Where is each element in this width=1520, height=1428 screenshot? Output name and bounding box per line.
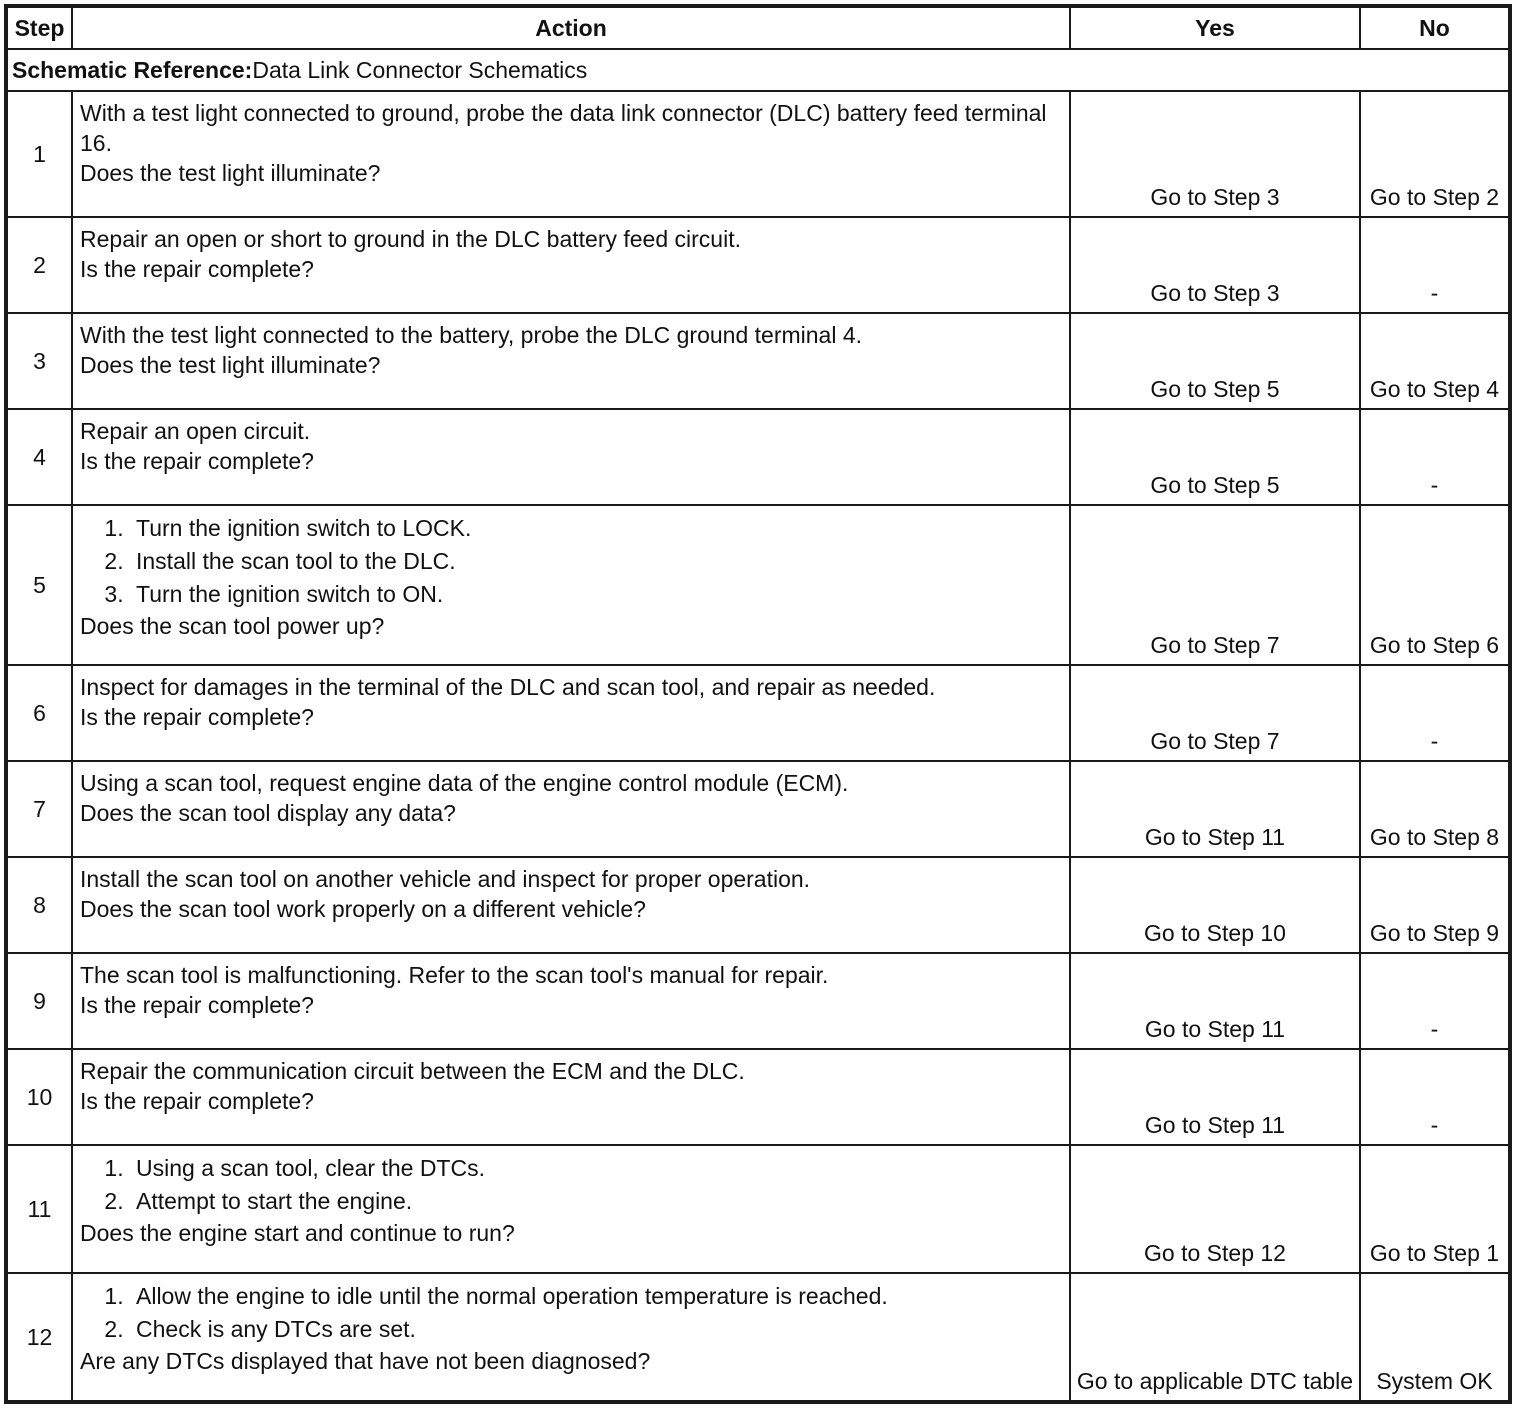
no-result: Go to Step 8	[1360, 761, 1509, 857]
action-cell	[72, 1273, 1070, 1401]
yes-result: Go to Step 7	[1070, 505, 1360, 665]
step-number: 9	[7, 953, 72, 1049]
step-number: 1	[7, 91, 72, 217]
step-row	[7, 1273, 1509, 1401]
action-question: Does the engine start and continue to run?	[80, 1220, 515, 1246]
action-text: Repair an open or short to ground in the DLC battery feed circuit.	[80, 226, 741, 252]
step-number: 3	[7, 313, 72, 409]
action-cell	[72, 761, 1070, 857]
no-result: Go to Step 1	[1360, 1145, 1509, 1273]
step-row	[7, 313, 1509, 409]
schematic-reference-row	[7, 49, 1509, 91]
action-step-item: 1. Turn the ignition switch to LOCK.	[130, 512, 1061, 545]
step-row	[7, 857, 1509, 953]
action-cell	[72, 409, 1070, 505]
step-number: 7	[7, 761, 72, 857]
step-row	[7, 953, 1509, 1049]
no-result: Go to Step 6	[1360, 505, 1509, 665]
yes-result: Go to Step 11	[1070, 953, 1360, 1049]
step-row	[7, 761, 1509, 857]
yes-result: Go to Step 10	[1070, 857, 1360, 953]
step-number: 4	[7, 409, 72, 505]
action-question: Are any DTCs displayed that have not been diagnosed?	[80, 1348, 651, 1374]
header-yes: Yes	[1070, 7, 1360, 49]
no-result: Go to Step 4	[1360, 313, 1509, 409]
action-step-item: 2. Check is any DTCs are set.	[130, 1313, 1061, 1346]
action-text: The scan tool is malfunctioning. Refer to the scan tool's manual for repair.	[80, 962, 829, 988]
action-step-item: 2. Install the scan tool to the DLC.	[130, 545, 1061, 578]
action-cell	[72, 91, 1070, 217]
step-row	[7, 1049, 1509, 1145]
yes-result: Go to Step 12	[1070, 1145, 1360, 1273]
step-row	[7, 1145, 1509, 1273]
step-row	[7, 217, 1509, 313]
action-cell	[72, 1145, 1070, 1273]
diagnostic-table	[6, 6, 1510, 1402]
action-cell	[72, 505, 1070, 665]
yes-result: Go to Step 3	[1070, 91, 1360, 217]
action-text: Repair the communication circuit between the ECM and the DLC.	[80, 1058, 745, 1084]
action-question: Is the repair complete?	[80, 448, 314, 474]
yes-result: Go to Step 5	[1070, 409, 1360, 505]
step-number: 12	[7, 1273, 72, 1401]
action-question: Is the repair complete?	[80, 1088, 314, 1114]
step-row	[7, 409, 1509, 505]
action-text: Repair an open circuit.	[80, 418, 311, 444]
action-text: Install the scan tool on another vehicle and inspect for proper operation.	[80, 866, 811, 892]
action-step-item: 1. Using a scan tool, clear the DTCs.	[130, 1152, 1061, 1185]
action-text: With the test light connected to the battery, probe the DLC ground terminal 4.	[80, 322, 863, 348]
action-cell	[72, 217, 1070, 313]
action-steps-list	[80, 1280, 1061, 1346]
yes-result: Go to Step 7	[1070, 665, 1360, 761]
action-steps-list	[80, 1152, 1061, 1218]
step-number: 8	[7, 857, 72, 953]
no-result: -	[1360, 1049, 1509, 1145]
yes-result: Go to Step 11	[1070, 761, 1360, 857]
action-question: Does the scan tool display any data?	[80, 800, 456, 826]
action-question: Does the scan tool power up?	[80, 613, 385, 639]
step-row	[7, 665, 1509, 761]
action-step-item: 3. Turn the ignition switch to ON.	[130, 578, 1061, 611]
header-row	[7, 7, 1509, 49]
action-question: Does the test light illuminate?	[80, 160, 381, 186]
action-cell	[72, 953, 1070, 1049]
header-step: Step	[7, 7, 72, 49]
schematic-reference-link[interactable]: Data Link Connector Schematics	[252, 56, 588, 83]
action-steps-list	[80, 512, 1061, 611]
step-row	[7, 91, 1509, 217]
step-number: 10	[7, 1049, 72, 1145]
action-question: Is the repair complete?	[80, 256, 314, 282]
yes-result: Go to Step 11	[1070, 1049, 1360, 1145]
action-cell	[72, 665, 1070, 761]
yes-result: Go to Step 5	[1070, 313, 1360, 409]
action-step-item: 2. Attempt to start the engine.	[130, 1185, 1061, 1218]
header-action: Action	[72, 7, 1070, 49]
schematic-reference-label: Schematic Reference:	[12, 56, 253, 83]
no-result: System OK	[1360, 1273, 1509, 1401]
action-text: Inspect for damages in the terminal of the DLC and scan tool, and repair as needed.	[80, 674, 936, 700]
no-result: -	[1360, 953, 1509, 1049]
step-number: 11	[7, 1145, 72, 1273]
no-result: Go to Step 9	[1360, 857, 1509, 953]
action-question: Is the repair complete?	[80, 992, 314, 1018]
action-question: Does the test light illuminate?	[80, 352, 381, 378]
action-question: Does the scan tool work properly on a different vehicle?	[80, 896, 646, 922]
action-cell	[72, 857, 1070, 953]
yes-result: Go to applicable DTC table	[1070, 1273, 1360, 1401]
step-number: 5	[7, 505, 72, 665]
step-row	[7, 505, 1509, 665]
yes-result: Go to Step 3	[1070, 217, 1360, 313]
action-cell	[72, 313, 1070, 409]
step-number: 6	[7, 665, 72, 761]
no-result: -	[1360, 409, 1509, 505]
step-number: 2	[7, 217, 72, 313]
no-result: -	[1360, 217, 1509, 313]
action-question: Is the repair complete?	[80, 704, 314, 730]
action-text: With a test light connected to ground, probe the data link connector (DLC) battery feed terminal 16.	[80, 100, 1047, 156]
action-text: Using a scan tool, request engine data of the engine control module (ECM).	[80, 770, 849, 796]
no-result: Go to Step 2	[1360, 91, 1509, 217]
no-result: -	[1360, 665, 1509, 761]
action-step-item: 1. Allow the engine to idle until the normal operation temperature is reached.	[130, 1280, 1061, 1313]
schematic-reference	[7, 49, 1509, 91]
header-no: No	[1360, 7, 1509, 49]
action-cell	[72, 1049, 1070, 1145]
